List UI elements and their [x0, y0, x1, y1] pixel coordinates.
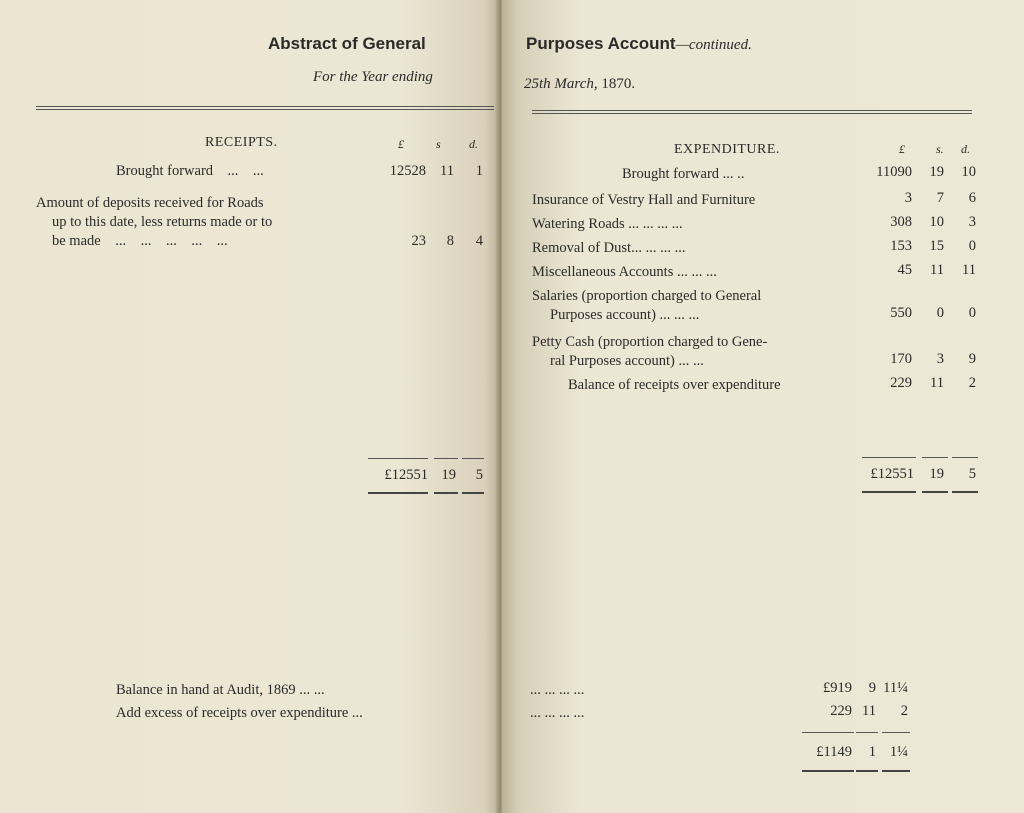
expenditure-total-rule-shillings	[922, 457, 948, 458]
receipts-heading: RECEIPTS.	[205, 135, 278, 150]
expenditure-row-4-label: Removal of Dust... ... ... ...	[532, 240, 686, 256]
expenditure-total-pounds: £12551	[870, 466, 914, 482]
expenditure-total-underline-pence	[952, 491, 978, 493]
expenditure-row-4-pence: 0	[968, 238, 976, 254]
balance-row-2-label: Add excess of receipts over expenditure ...	[116, 705, 363, 721]
expenditure-row-1-shillings: 19	[929, 164, 944, 180]
balance-row-1-label: Balance in hand at Audit, 1869 ... ...	[116, 682, 325, 698]
expenditure-row-5-pence: 11	[962, 262, 976, 278]
left-header-rule	[36, 106, 496, 110]
expenditure-currency-pounds: £	[899, 142, 905, 156]
balance-total-rule-shillings	[856, 732, 878, 733]
expenditure-row-6-line-1: Salaries (proportion charged to General	[532, 288, 762, 304]
expenditure-row-8-pounds: 229	[890, 375, 912, 391]
expenditure-row-6-pounds: 550	[890, 305, 912, 321]
expenditure-row-5-shillings: 11	[930, 262, 944, 278]
receipts-total-underline-shillings	[434, 492, 458, 494]
expenditure-row-8-pence: 2	[968, 375, 976, 391]
expenditure-row-7-shillings: 3	[936, 351, 944, 367]
expenditure-row-1-label: Brought forward ... ..	[622, 166, 745, 182]
receipts-total-rule-pounds	[368, 458, 428, 459]
expenditure-row-2-pounds: 3	[904, 190, 912, 206]
balance-total-underline-pounds	[802, 770, 854, 772]
expenditure-row-2-shillings: 7	[936, 190, 944, 206]
right-subtitle	[524, 76, 635, 93]
receipts-row-1-pounds: 12528	[389, 163, 426, 179]
balance-row-1-shillings: 9	[868, 680, 876, 696]
expenditure-currency-shillings: s.	[936, 142, 944, 156]
left-page	[0, 0, 500, 813]
receipts-total-underline-pence	[462, 492, 484, 494]
receipts-row-2-line-1: Amount of deposits received for Roads	[36, 195, 264, 211]
receipts-row-2-shillings: 8	[446, 233, 454, 249]
balance-row-1-dots: ... ... ... ...	[530, 682, 585, 698]
expenditure-row-2-label: Insurance of Vestry Hall and Furniture	[532, 192, 756, 208]
expenditure-row-5-label: Miscellaneous Accounts ... ... ...	[532, 264, 717, 280]
right-subtitle-year: 1870.	[601, 76, 636, 92]
left-title: Abstract of General	[268, 34, 426, 53]
receipts-row-2-line-3: be made ... ... ... ... ...	[52, 233, 228, 249]
right-title-main: Purposes Account	[526, 34, 676, 53]
expenditure-row-8-shillings: 11	[930, 375, 944, 391]
expenditure-row-1-pounds: 11090	[876, 164, 912, 180]
receipts-row-brought-forward: Brought forward ... ...	[116, 163, 264, 179]
right-header-rule	[532, 110, 972, 114]
right-subtitle-date: 25th March,	[524, 76, 598, 92]
expenditure-row-1-pence: 10	[961, 164, 976, 180]
left-subtitle: For the Year ending	[313, 69, 433, 85]
balance-row-1-pounds: £919	[823, 680, 852, 696]
receipts-currency-shillings: s	[436, 137, 441, 151]
balance-total-shillings: 1	[868, 744, 876, 760]
expenditure-row-2-pence: 6	[968, 190, 976, 206]
balance-row-2-pounds: 229	[830, 703, 852, 719]
receipts-row-2-pounds: 23	[411, 233, 426, 249]
receipts-total-rule-shillings	[434, 458, 458, 459]
receipts-total-pounds: £12551	[384, 467, 428, 483]
receipts-currency-pounds: £	[398, 137, 404, 151]
right-title	[526, 34, 752, 54]
expenditure-heading: EXPENDITURE.	[674, 142, 780, 157]
right-page	[502, 0, 1024, 813]
expenditure-row-3-pence: 3	[968, 214, 976, 230]
balance-total-pounds: £1149	[816, 744, 852, 760]
expenditure-row-7-line-2: ral Purposes account) ... ...	[550, 353, 704, 369]
balance-row-2-dots: ... ... ... ...	[530, 705, 585, 721]
expenditure-total-underline-shillings	[922, 491, 948, 493]
balance-total-rule-pence	[882, 732, 910, 733]
expenditure-row-5-pounds: 45	[897, 262, 912, 278]
expenditure-currency-pence: d.	[961, 142, 970, 156]
balance-row-1-pence: 11¼	[883, 680, 908, 696]
expenditure-row-3-label: Watering Roads ... ... ... ...	[532, 216, 683, 232]
expenditure-row-7-pounds: 170	[890, 351, 912, 367]
receipts-row-1-pence: 1	[475, 163, 483, 179]
expenditure-total-pence: 5	[968, 466, 976, 482]
expenditure-row-4-shillings: 15	[929, 238, 944, 254]
balance-total-underline-pence	[882, 770, 910, 772]
balance-total-underline-shillings	[856, 770, 878, 772]
expenditure-row-3-shillings: 10	[929, 214, 944, 230]
receipts-total-shillings: 19	[441, 467, 456, 483]
balance-row-2-shillings: 11	[862, 703, 876, 719]
expenditure-row-6-pence: 0	[968, 305, 976, 321]
balance-total-pence: 1¼	[889, 744, 908, 760]
right-title-suffix: —continued.	[675, 37, 752, 53]
expenditure-total-rule-pence	[952, 457, 978, 458]
receipts-row-1-shillings: 11	[440, 163, 454, 179]
expenditure-row-7-line-1: Petty Cash (proportion charged to Gene-	[532, 334, 768, 350]
expenditure-total-shillings: 19	[929, 466, 944, 482]
receipts-row-2-line-2: up to this date, less returns made or to	[52, 214, 273, 230]
receipts-total-rule-pence	[462, 458, 484, 459]
expenditure-row-8-label: Balance of receipts over expenditure	[568, 377, 781, 393]
expenditure-total-rule-pounds	[862, 457, 916, 458]
expenditure-total-underline-pounds	[862, 491, 916, 493]
receipts-total-pence: 5	[475, 467, 483, 483]
receipts-currency-pence: d.	[469, 137, 478, 151]
expenditure-row-6-line-2: Purposes account) ... ... ...	[550, 307, 700, 323]
receipts-total-underline-pounds	[368, 492, 428, 494]
expenditure-row-4-pounds: 153	[890, 238, 912, 254]
expenditure-row-6-shillings: 0	[936, 305, 944, 321]
expenditure-row-7-pence: 9	[968, 351, 976, 367]
expenditure-row-3-pounds: 308	[890, 214, 912, 230]
balance-total-rule-pounds	[802, 732, 854, 733]
balance-row-2-pence: 2	[900, 703, 908, 719]
receipts-row-2-pence: 4	[475, 233, 483, 249]
